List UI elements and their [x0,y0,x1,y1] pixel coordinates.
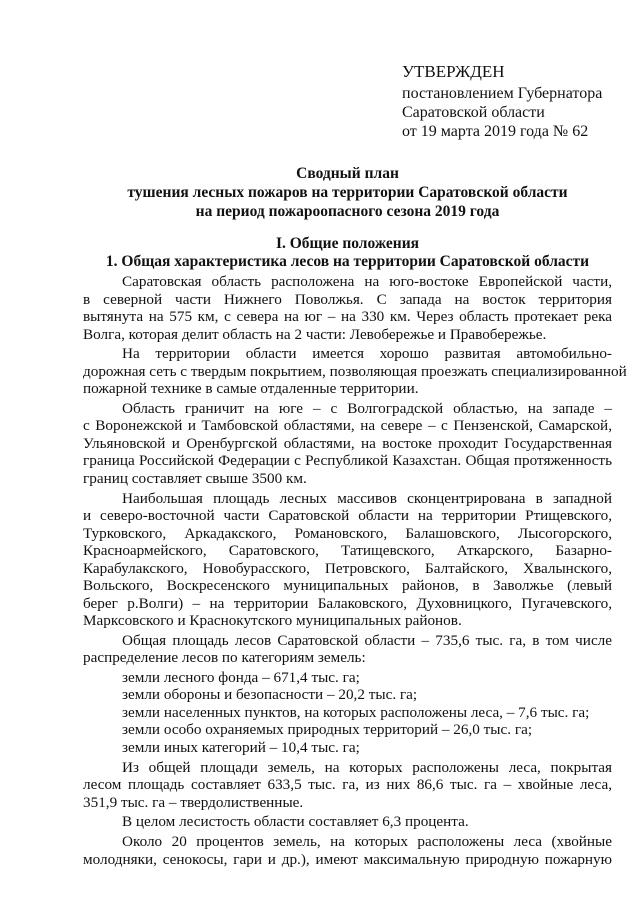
section-subheading: 1. Общая характеристика лесов на территории Саратовской области [105,253,590,270]
text-line: Волга, которая делит область на 2 части: Левобережье и Правобережье. [83,325,547,343]
approval-block [402,62,602,141]
paragraph [83,632,612,667]
text-line: Из общей площади земель, на которых расположены леса, покрытая [122,758,612,776]
paragraph [83,490,612,630]
list-item: земли иных категорий – 10,4 тыс. га; [122,738,360,756]
document-body [83,273,627,870]
text-line: Область граничит на юге – с Волгоградской областью, на западе – [122,399,612,417]
text-line: вытянута на 575 км, с севера на юг – на 330 км. Через область протекает река [83,308,612,325]
text-line: Карабулакского, Новобурасского, Петровского, Балтайского, Хвалынского, [83,559,612,577]
text-line: лесом площадь составляет 633,5 тыс. га, из них 86,6 тыс. га – хвойные леса, [83,776,612,794]
text-line: Наибольшая площадь лесных массивов сконцентрирована в западной [122,489,612,507]
title-line: тушения лесных пожаров на территории Саратовской области [127,184,568,201]
paragraph [83,759,612,812]
section-heading: I. Общие положения [275,235,420,252]
text-line: пожарной технике в самые отдаленные территории. [83,380,419,398]
text-line: молодняки, сенокосы, гари и др.), имеют максимальную природную пожарную [83,850,612,868]
text-line: Ульяновской и Оренбургской областями, на востоке проходит Государственная [83,434,612,452]
land-category-list [83,669,612,757]
text-line: распределение лесов по категориям земель: [83,649,366,667]
text-line: Саратовская область расположена на юго-востоке Европейской части, [122,273,612,290]
approval-line: от 19 марта 2019 года № 62 [402,123,589,140]
paragraph [83,400,612,488]
text-line: дорожная сеть с твердым покрытием, позволяющая проезжать специализированной [83,362,627,380]
list-item: земли лесного фонда – 671,4 тыс. га; [122,668,360,686]
text-line: Красноармейского, Саратовского, Татищевского, Аткарского, Базарно- [83,542,612,560]
text-line: На территории области имеется хорошо развитая автомобильно- [122,345,612,363]
section-header [83,235,612,271]
text-line: берег р.Волги) – на территории Балаковского, Духовницкого, Пугачевского, [83,594,612,612]
text-line: В целом лесистость области составляет 6,3 процента. [122,813,469,831]
text-line: Около 20 процентов земель, на которых расположены леса (хвойные [122,833,612,850]
text-line: Вольского, Воскресенского муниципальных районов, в Заволжье (левый [83,577,612,595]
approval-line: постановлением Губернатора [402,85,603,102]
title-line: Сводный план [296,165,399,182]
paragraph [83,273,612,343]
approval-line: Саратовской области [402,104,545,121]
title-line: на период пожароопасного сезона 2019 года [195,203,500,220]
text-line: в северной части Нижнего Поволжья. С запада на восток территория [83,290,612,308]
text-line: с Воронежской и Тамбовской областями, на севере – с Пензенской, Самарской, [83,417,612,435]
document-title [83,164,612,221]
text-line: граница Российской Федерации с Республикой Казахстан. Общая протяженность [83,452,612,470]
text-line: Общая площадь лесов Саратовской области – 735,6 тыс. га, в том числе [122,631,612,649]
text-line: Марксовского и Краснокутского муниципальных районов. [83,612,462,630]
list-item: земли особо охраняемых природных территорий – 26,0 тыс. га; [122,721,533,739]
approval-status: УТВЕРЖДЕН [402,62,505,81]
text-line: и северо-восточной части Саратовской области на территории Ртищевского, [83,507,612,525]
paragraph [83,833,612,868]
text-line: Турковского, Аркадакского, Романовского, Балашовского, Лысогорского, [83,524,612,542]
paragraph [83,345,627,398]
text-line: границ составляет свыше 3500 км. [83,469,307,487]
text-line: 351,9 тыс. га – твердолиственные. [83,793,304,811]
list-item: земли населенных пунктов, на которых расположены леса, – 7,6 тыс. га; [122,703,590,721]
paragraph [83,813,612,831]
list-item: земли обороны и безопасности – 20,2 тыс. га; [122,686,418,704]
